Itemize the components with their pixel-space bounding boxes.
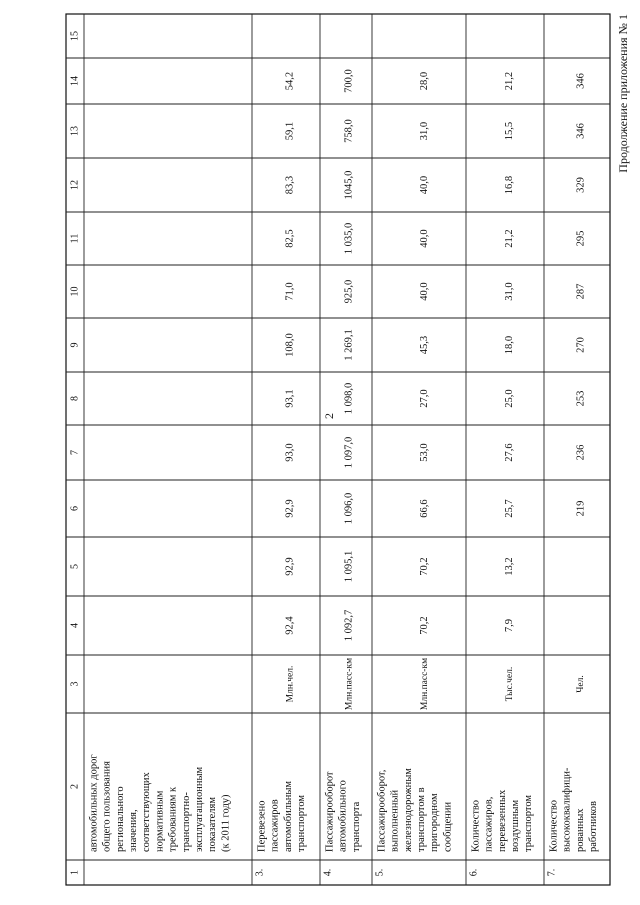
value-cell: 93,0: [284, 443, 296, 462]
value-cell: 83,3: [284, 175, 296, 195]
column-number: 7: [69, 450, 81, 455]
value-cell: 31,0: [504, 282, 516, 301]
column-number: 10: [69, 286, 81, 297]
row-unit: Тыс.чел.: [504, 666, 515, 702]
column-number: 5: [69, 564, 81, 569]
value-cell: 16,8: [504, 175, 516, 195]
value-cell: 21,2: [504, 71, 516, 91]
value-cell: 108,0: [284, 333, 296, 357]
row-name-line: выполненный: [389, 789, 401, 852]
value-cell: 15,5: [504, 121, 516, 141]
value-cell: 236: [575, 444, 587, 461]
value-cell: 92,9: [284, 557, 296, 576]
row-name-line: транспортом: [523, 794, 535, 852]
value-cell: 295: [575, 230, 587, 247]
column-number: 6: [69, 506, 81, 511]
row-name-line: транспортно-: [180, 792, 192, 852]
value-cell: 71,0: [284, 282, 296, 301]
column-number: 9: [69, 342, 81, 348]
value-cell: 1045,0: [343, 170, 355, 200]
row-number: 3.: [254, 868, 266, 877]
row-name-line: нормативным: [154, 790, 166, 852]
value-cell: 18,0: [504, 335, 516, 355]
row-name-line: рованных: [574, 808, 586, 852]
value-cell: 54,2: [284, 71, 296, 91]
value-cell: 59,1: [284, 121, 296, 141]
row-name-line: транспорта: [350, 801, 362, 852]
row-number: 4.: [322, 868, 334, 877]
column-number: 13: [69, 126, 81, 136]
value-cell: 28,0: [419, 71, 431, 91]
column-number: 15: [69, 31, 81, 41]
row-name-line: автомобильным: [282, 780, 294, 852]
value-cell: 925,0: [343, 279, 355, 304]
row-number: 6.: [468, 868, 480, 877]
row-number: 7.: [546, 868, 558, 877]
row-name-line: пассажиров,: [483, 796, 495, 852]
row-name-line: регионального: [114, 786, 126, 852]
row-name-line: Количество: [548, 799, 560, 852]
column-number: 3: [69, 681, 81, 687]
row-name-line: Пассажирооборот: [324, 771, 336, 852]
page-number: 2: [322, 413, 336, 419]
table-grid: [66, 14, 610, 885]
value-cell: 93,1: [284, 389, 296, 408]
value-cell: 82,5: [284, 229, 296, 248]
value-cell: 13,2: [504, 557, 516, 576]
value-cell: 346: [575, 73, 587, 89]
continuation-caption: Продолжение приложения № 1: [616, 14, 630, 173]
value-cell: 21,2: [504, 229, 516, 248]
row-unit: Млн.чел.: [285, 665, 296, 703]
row-name-line: сообщении: [442, 801, 454, 852]
value-cell: 219: [575, 500, 587, 517]
row-name-line: эксплуатационным: [194, 766, 206, 852]
row-name-line: (к 2011 году): [220, 794, 232, 852]
value-cell: 92,9: [284, 499, 296, 518]
value-cell: 40,0: [419, 282, 431, 301]
value-cell: 1 035,0: [343, 222, 355, 255]
value-cell: 25,7: [504, 499, 516, 518]
value-cell: 253: [575, 390, 587, 407]
row-name-line: общего пользования: [101, 761, 113, 852]
row-name-line: значения,: [128, 809, 140, 852]
row-name-line: перевезенных: [496, 789, 508, 852]
row-name-line: воздушным: [510, 799, 522, 852]
value-cell: 25,0: [504, 389, 516, 408]
value-cell: 758,0: [343, 119, 355, 143]
column-number: 4: [69, 623, 81, 628]
value-cell: 40,0: [419, 175, 431, 195]
value-cell: 700,0: [343, 69, 355, 93]
value-cell: 1 096,0: [343, 492, 355, 525]
row-name-line: железнодорожным: [402, 768, 414, 852]
row-unit: Млн.пасс-км: [344, 657, 355, 711]
value-cell: 53,0: [419, 443, 431, 462]
value-cell: 27,0: [419, 389, 431, 408]
row-name-line: высококвалифици-: [561, 767, 573, 852]
value-cell: 329: [575, 177, 587, 193]
value-cell: 270: [575, 337, 587, 353]
row-unit: Млн.пасс-км: [419, 657, 430, 711]
value-cell: 70,2: [419, 616, 431, 635]
row-name-line: требованиям к: [167, 786, 179, 852]
row-unit: Чел.: [576, 675, 587, 693]
row-name-line: автомобильного: [337, 780, 349, 852]
value-cell: 1 092,7: [343, 609, 355, 642]
value-cell: 7,9: [504, 618, 516, 633]
row-name-line: показателям: [207, 797, 219, 852]
row-name-line: пассажиров: [269, 799, 281, 852]
row-number: 5.: [374, 868, 386, 877]
row-name-line: пригородном: [429, 793, 441, 852]
column-number: 2: [69, 784, 81, 789]
row-name-line: автомобильных дорог: [88, 754, 100, 852]
value-cell: 1 269,1: [343, 329, 355, 361]
value-cell: 70,2: [419, 557, 431, 576]
value-cell: 1 097,0: [343, 436, 355, 469]
row-name-line: работников: [588, 801, 600, 852]
value-cell: 92,4: [284, 616, 296, 635]
row-name-line: соответствующих: [141, 772, 153, 852]
value-cell: 40,0: [419, 229, 431, 248]
value-cell: 45,3: [419, 335, 431, 355]
row-name-line: Количество: [470, 799, 482, 852]
row-name-line: Пассажирооборот,: [376, 769, 388, 852]
value-cell: 1 098,0: [343, 382, 355, 415]
value-cell: 27,6: [504, 443, 516, 462]
column-number: 8: [69, 396, 81, 401]
value-cell: 346: [575, 123, 587, 139]
column-number: 1: [69, 870, 81, 875]
value-cell: 287: [575, 283, 587, 300]
column-number: 14: [69, 76, 81, 86]
column-number: 11: [69, 233, 81, 244]
value-cell: 66,6: [419, 499, 431, 518]
row-name-line: Перевезено: [256, 800, 268, 852]
row-name-line: транспортом: [296, 794, 308, 852]
value-cell: 31,0: [419, 121, 431, 141]
value-cell: 1 095,1: [343, 550, 355, 583]
row-name-line: транспортом в: [416, 787, 428, 852]
column-number: 12: [69, 180, 81, 190]
